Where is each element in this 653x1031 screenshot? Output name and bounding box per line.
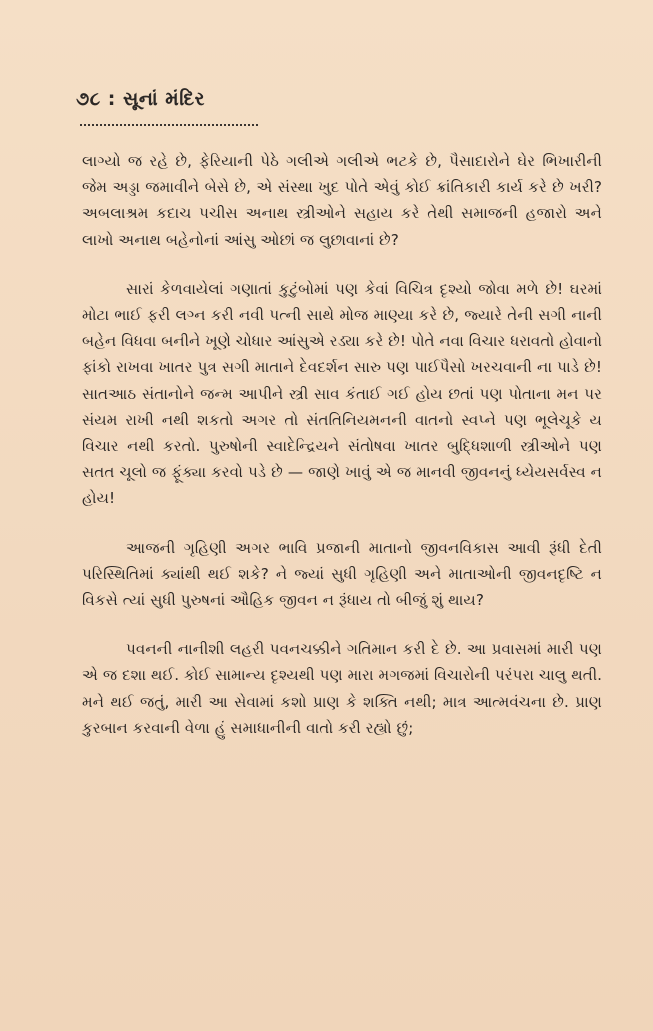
running-head: ૭૮ : સૂનાં મંદિર [76,88,205,110]
paragraph-1: લાગ્યો જ રહે છે, ફેરિયાની પેઠે ગલીએ ગલીએ ભટકે છે, પૈસાદારોને ઘેર ભિખારીની જેમ અડ્ડા જમાવીને બેસે છે, એ સંસ્થા ખુદ પોતે એવું કોઈ ક્રાંતિકારી કાર્ય કરે છે ખરી? અબલાશ્રમ કદાચ પચીસ અનાથ સ્ત્રીઓને સહાય કરે તેથી સમાજની હજારો અને લાખો અનાથ બહેનોનાં આંસુ ઓછાં જ લુછાવાનાં છે? [82,152,602,249]
paragraph-4: પવનની નાનીશી લહરી પવનચક્કીને ગતિમાન કરી દે છે. આ પ્રવાસમાં મારી પણ એ જ દશા થઈ. કોઈ સામાન્ય દૃશ્યથી પણ મારા મગજમાં વિચારોની પરંપરા ચાલુ થતી. મને થઈ જતું, મારી આ સેવામાં કશો પ્રાણ કે શક્તિ નથી; માત્ર આત્મવંચના છે. પ્રાણ કુરબાન કરવાની વેળા હું સમાધાનીની વાતો કરી રહ્યો છું; [82,640,602,737]
header-dotted-rule [80,124,258,126]
body-text [82,148,602,741]
paragraph-2: સારાં કેળવાયેલાં ગણાતાં કુટુંબોમાં પણ કેવાં વિચિત્ર દૃશ્યો જોવા મળે છે! ઘરમાં મોટા ભાઈ ફરી લગ્ન કરી નવી પત્ની સાથે મોજ માણ્યા કરે છે, જ્યારે તેની સગી નાની બહેન વિધવા બનીને ખૂણે ચોધાર આંસુએ રડ્યા કરે છે! પોતે નવા વિચાર ધરાવતો હોવાનો ફાંકો રાખવા ખાતર પુત્ર સગી માતાને દેવદર્શન સારુ પણ પાઈપૈસો ખરચવાની ના પાડે છે! સાતઆઠ સંતાનોને જન્મ આપીને સ્ત્રી સાવ કંતાઈ ગઈ હોય છતાં પણ પોતાના મન પર સંયમ રાખી નથી શકતો અગર તો સંતતિનિયમનની વાતનો સ્વપ્ને પણ ભૂલેચૂકે ય વિચાર નથી કરતો. પુરુષોની સ્વાદેન્દ્રિયને સંતોષવા ખાતર બુદ્ધિશાળી સ્ત્રીઓને પણ સતત ચૂલો જ ફૂંક્યા કરવો પડે છે — જાણે ખાવું એ જ માનવી જીવનનું ધ્યેયસર્વસ્વ ન હોય! [82,279,602,508]
paragraph-3: આજની ગૃહિણી અગર ભાવિ પ્રજાની માતાનો જીવનવિકાસ આવી રૂંધી દેતી પરિસ્થિતિમાં ક્યાંથી થઈ શકે? ને જ્યાં સુધી ગૃહિણી અને માતાઓની જીવનદૃષ્ટિ ન વિકસે ત્યાં સુધી પુરુષનાં ઔહિક જીવન ન રૂંધાય તો બીજું શું થાય? [82,538,602,610]
